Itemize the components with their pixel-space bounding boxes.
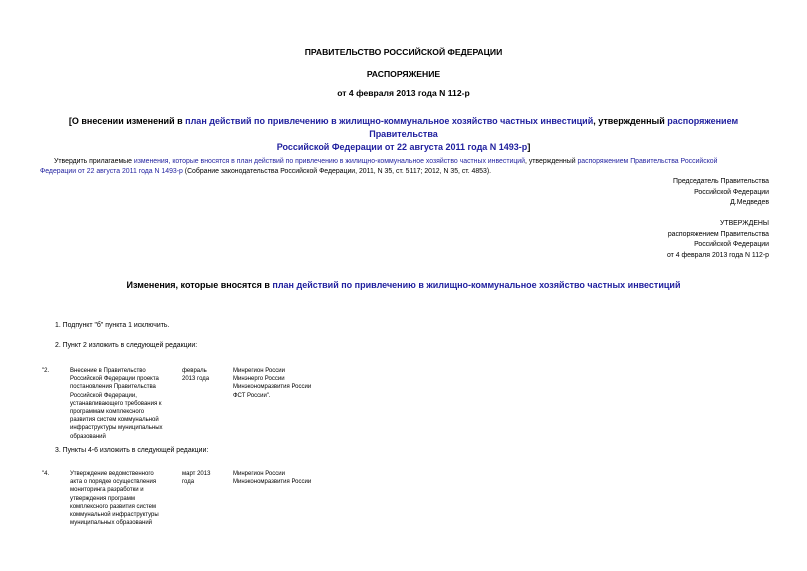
approved-line-4: от 4 февраля 2013 года N 112-р [666,251,769,259]
body-mid: , утвержденный [524,158,578,165]
row2-term-line: февраль [182,368,207,374]
row4-description [70,470,178,527]
signature-block [673,177,769,209]
row4-number: "4. [42,471,50,477]
document-type-heading: РАСПОРЯЖЕНИЕ [366,69,441,79]
row2-desc-line: развития систем коммунальной [70,417,159,424]
caption-open: [О внесении изменений в [68,116,186,126]
row2-term-line: 2013 года [182,376,210,383]
row2-description [70,367,178,441]
approved-line-2: распоряжением Правительства [667,230,769,238]
row2-desc-line: Российской Федерации проекта [70,376,159,383]
row2-desc-line: образований [70,433,106,440]
caption-link-plan[interactable]: план действий по привлечению в жилищно-коммунальное хозяйство частных инвестиций [185,116,594,126]
approved-block [667,219,769,261]
row4-desc-line: муниципальных образований [70,520,153,527]
item-1: 1. Подпункт "б" пункта 1 исключить. [55,322,170,329]
row4-desc-line: Утверждение ведомственного [70,471,154,477]
item-2: 2. Пункт 2 изложить в следующей редакции: [55,342,198,349]
row2-desc-line: постановления Правительства [70,384,156,391]
document-caption [40,115,767,154]
body-link-changes[interactable]: изменения, которые вносятся в план действий по привлечению в жилищно-коммунальное хозяйство частных инвестиций [133,158,525,165]
government-heading: ПРАВИТЕЛЬСТВО РОССИЙСКОЙ ФЕДЕРАЦИИ [304,47,503,57]
row4-desc-line: мониторинга разработки и [70,487,144,494]
row2-desc-line: устанавливающего требования к [70,400,162,407]
row2-exec-line: ФСТ России". [233,392,271,399]
body-end: (Собрание законодательства Российской Федерации, 2011, N 35, ст. 5117; 2012, N 35, ст. 4853). [182,168,492,175]
row2-executors [233,367,311,400]
row2-term [182,367,209,383]
changes-title [0,279,807,292]
body-link-order-a[interactable]: распоряжением Правительства Российской [577,158,718,165]
caption-mid: , утвержденный [593,116,668,126]
signature-line-1: Председатель Правительства [673,178,769,185]
row4-desc-line: комплексного развития систем [70,503,157,510]
row4-desc-line: акта о порядке осуществления [70,479,157,486]
approved-line-1: УТВЕРЖДЕНЫ [720,220,769,227]
row2-exec-line: Минэкономразвития России [233,384,312,391]
row4-exec-line: Минрегион России [233,471,285,477]
document-date-number: от 4 февраля 2013 года N 112-р [337,88,470,98]
row4-desc-line: коммунальной инфраструктуры [70,512,159,519]
row2-desc-line: инфраструктуры муниципальных [70,425,163,432]
row2-desc-line: программам комплексного [70,409,145,416]
caption-close: ] [527,142,531,152]
signature-line-3: Д.Медведев [730,199,769,206]
row4-executors [233,470,311,486]
row4-exec-line: Минэкономразвития России [233,479,312,486]
row2-number: "2. [42,368,50,374]
changes-title-start: Изменения, которые вносятся в [126,280,273,290]
caption-link-order-a[interactable]: распоряжением Правительства [369,116,739,139]
changes-title-link[interactable]: план действий по привлечению в жилищно-коммунальное хозяйство частных инвестиций [272,280,681,290]
row2-desc-line: Российской Федерации, [70,392,137,399]
row4-desc-line: утверждения программ [70,495,136,502]
body-paragraph [40,157,769,177]
row4-term-line: март 2013 [182,471,211,477]
body-link-order-b[interactable]: Федерации от 22 августа 2011 года N 1493-р [40,168,183,175]
row2-exec-line: Минрегион России [233,368,285,374]
caption-link-order-b[interactable]: Российской Федерации от 22 августа 2011 года N 1493-р [276,142,528,152]
row4-term [182,470,210,486]
body-start: Утвердить прилагаемые [54,158,134,165]
signature-line-2: Российской Федерации [694,188,769,196]
row4-term-line: года [182,479,195,486]
row2-exec-line: Минэнерго России [233,376,285,383]
approved-line-3: Российской Федерации [694,241,769,248]
item-3: 3. Пункты 4-6 изложить в следующей редакции: [55,447,209,454]
row2-desc-line: Внесение в Правительство [70,368,146,374]
